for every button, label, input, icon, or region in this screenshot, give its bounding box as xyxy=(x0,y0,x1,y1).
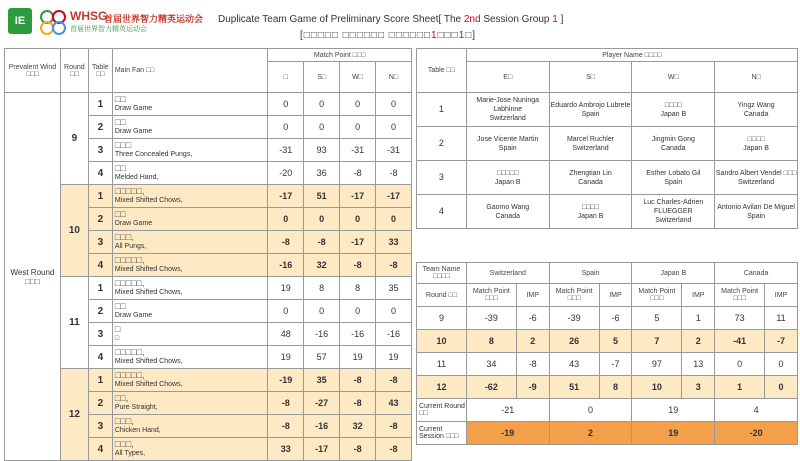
match-point-value: 1 xyxy=(715,376,765,399)
player-cell xyxy=(466,161,549,195)
player-name-table xyxy=(416,48,798,229)
match-point-value: -39 xyxy=(549,307,599,330)
main-fan xyxy=(112,231,268,254)
score-s: -17 xyxy=(304,438,340,461)
current-round-value: -21 xyxy=(466,399,549,422)
table-row xyxy=(5,185,412,208)
fan-zh: □□ xyxy=(114,209,126,219)
score-e: -19 xyxy=(268,369,304,392)
round-number: 10 xyxy=(60,185,88,277)
main-fan-header: Main Fan □□ xyxy=(112,49,268,93)
player-cell xyxy=(715,93,798,127)
match-point-value: -39 xyxy=(466,307,516,330)
imp-value: 13 xyxy=(682,353,715,376)
current-session-row xyxy=(417,422,798,445)
player-name: Marie-Jose Nuninga Labhinne xyxy=(476,97,540,113)
score-w: -31 xyxy=(340,139,376,162)
player-name: Sandro Albert Vendel □□□ xyxy=(715,169,797,177)
fan-zh: □□□, xyxy=(114,439,134,449)
main-fan xyxy=(112,254,268,277)
player-cell xyxy=(632,195,715,229)
fan-en: Draw Game xyxy=(114,312,153,319)
fan-en: Mixed Shifted Chows, xyxy=(114,197,183,204)
score-e: -20 xyxy=(268,162,304,185)
score-e: 0 xyxy=(268,208,304,231)
player-cell xyxy=(549,161,632,195)
match-point-value: 8 xyxy=(466,330,516,353)
player-country: Spain xyxy=(498,144,517,152)
fan-zh: □□ xyxy=(114,163,126,173)
score-w: 0 xyxy=(340,300,376,323)
fan-en: Mixed Shifted Chows, xyxy=(114,266,183,273)
match-point-value: 51 xyxy=(549,376,599,399)
score-s: 0 xyxy=(304,116,340,139)
imp-value: -6 xyxy=(599,307,632,330)
score-s: 32 xyxy=(304,254,340,277)
fan-en: Chicken Hand, xyxy=(114,427,161,434)
score-e: 33 xyxy=(268,438,304,461)
score-e: 48 xyxy=(268,323,304,346)
player-cell xyxy=(549,93,632,127)
fan-zh: □□□ xyxy=(114,140,132,150)
match-point-value: 5 xyxy=(632,307,682,330)
match-point-value: 26 xyxy=(549,330,599,353)
current-round-row xyxy=(417,399,798,422)
score-e: -8 xyxy=(268,231,304,254)
match-point-value: -62 xyxy=(466,376,516,399)
score-n: -8 xyxy=(376,162,412,185)
score-w: 19 xyxy=(340,346,376,369)
score-w: -8 xyxy=(340,254,376,277)
score-w: -16 xyxy=(340,323,376,346)
imp-col: IMP xyxy=(516,284,549,307)
player-name-header: Player Name □□□□ xyxy=(466,49,797,62)
fan-en: Three Concealed Pungs, xyxy=(114,151,193,158)
fan-zh: □□□, xyxy=(114,416,134,426)
table-number: 3 xyxy=(88,139,112,162)
score-e: 19 xyxy=(268,346,304,369)
table-number: 4 xyxy=(88,438,112,461)
score-n: 33 xyxy=(376,231,412,254)
match-point-col: Match Point □□□ xyxy=(549,284,599,307)
fan-zh: □□□□□, xyxy=(114,370,145,380)
col-east: E□ xyxy=(466,62,549,93)
table-number: 2 xyxy=(88,392,112,415)
player-country: Japan B xyxy=(660,110,687,118)
table-number: 3 xyxy=(88,415,112,438)
players-table-header: Table □□ xyxy=(417,49,467,93)
table-number: 3 xyxy=(417,161,467,195)
player-name: □□□□ xyxy=(664,101,682,109)
player-name: Esther Lobato Gil xyxy=(646,169,701,177)
table-row xyxy=(417,376,798,399)
match-point-value: 10 xyxy=(632,376,682,399)
player-country: Spain xyxy=(664,178,683,186)
imp-col: IMP xyxy=(599,284,632,307)
main-fan xyxy=(112,162,268,185)
main-fan xyxy=(112,346,268,369)
score-n: 0 xyxy=(376,300,412,323)
fan-zh: □ xyxy=(114,324,121,334)
player-cell xyxy=(632,127,715,161)
score-e: -8 xyxy=(268,415,304,438)
player-country: Switzerland xyxy=(572,144,609,152)
fan-en: All Pungs, xyxy=(114,243,147,250)
fan-en: Melded Hand, xyxy=(114,174,159,181)
match-point-value: 34 xyxy=(466,353,516,376)
team-spain: Spain xyxy=(549,263,632,284)
table-number: 1 xyxy=(88,369,112,392)
imp-value: -9 xyxy=(516,376,549,399)
score-s: -8 xyxy=(304,231,340,254)
fan-zh: □□ xyxy=(114,301,126,311)
current-session-value: -20 xyxy=(715,422,798,445)
table-number: 4 xyxy=(88,254,112,277)
score-e: 0 xyxy=(268,93,304,116)
player-name: Luc Charles-Adrien FLUEGGER xyxy=(643,199,704,215)
score-n: -16 xyxy=(376,323,412,346)
player-country: Canada xyxy=(661,144,686,152)
table-row xyxy=(417,127,798,161)
col-north: N□ xyxy=(715,62,798,93)
match-point-col: Match Point □□□ xyxy=(715,284,765,307)
score-w: -8 xyxy=(340,438,376,461)
player-name: □□□□ xyxy=(582,203,599,211)
current-round-value: 0 xyxy=(549,399,632,422)
fan-en: □ xyxy=(114,335,120,342)
fan-en: All Types, xyxy=(114,450,146,457)
fan-en: Mixed Shifted Chows, xyxy=(114,358,183,365)
score-w: 8 xyxy=(340,277,376,300)
page-title: Duplicate Team Game of Preliminary Score Sheet[ The 2nd Session Group 1 ] xyxy=(218,14,564,25)
score-s: 8 xyxy=(304,277,340,300)
score-e: -17 xyxy=(268,185,304,208)
player-name: Gaomo Wang xyxy=(486,203,530,211)
imp-value: 3 xyxy=(682,376,715,399)
main-fan xyxy=(112,93,268,116)
table-number: 4 xyxy=(88,162,112,185)
col-south: S□ xyxy=(304,62,340,93)
player-name: Yingz Wang xyxy=(737,101,775,109)
player-name: Jose Vicente Martin xyxy=(477,135,539,143)
score-e: 0 xyxy=(268,116,304,139)
imp-value: 0 xyxy=(765,353,798,376)
fan-en: Draw Game xyxy=(114,105,153,112)
table-number: 4 xyxy=(88,346,112,369)
imp-value: 5 xyxy=(599,330,632,353)
imp-value: 8 xyxy=(599,376,632,399)
score-w: -8 xyxy=(340,392,376,415)
score-n: -8 xyxy=(376,369,412,392)
page-subtitle: [□□□□□ □□□□□□ □□□□□□1□□□1□] xyxy=(300,30,477,41)
main-fan xyxy=(112,392,268,415)
imp-value: 1 xyxy=(682,307,715,330)
table-number: 2 xyxy=(88,116,112,139)
player-cell xyxy=(715,195,798,229)
team-score-table xyxy=(416,262,798,445)
round-number: 12 xyxy=(60,369,88,461)
player-country: Canada xyxy=(743,110,769,118)
table-number: 1 xyxy=(88,185,112,208)
table-header: Table □□ xyxy=(88,49,112,93)
score-s: -16 xyxy=(304,323,340,346)
col-west: W□ xyxy=(340,62,376,93)
table-number: 2 xyxy=(88,300,112,323)
score-n: 43 xyxy=(376,392,412,415)
score-e: -16 xyxy=(268,254,304,277)
fan-en: Mixed Shifted Chows, xyxy=(114,289,183,296)
score-w: 0 xyxy=(340,93,376,116)
col-north: N□ xyxy=(376,62,412,93)
current-session-value: 19 xyxy=(632,422,715,445)
player-cell xyxy=(549,127,632,161)
score-n: -8 xyxy=(376,438,412,461)
score-s: 51 xyxy=(304,185,340,208)
score-s: 0 xyxy=(304,300,340,323)
imp-value: 11 xyxy=(765,307,798,330)
logo-text: WHSG xyxy=(70,9,108,23)
fan-zh: □□, xyxy=(114,393,129,403)
score-w: -8 xyxy=(340,369,376,392)
score-s: 93 xyxy=(304,139,340,162)
table-row xyxy=(417,330,798,353)
score-e: 0 xyxy=(268,300,304,323)
match-point-value: 73 xyxy=(715,307,765,330)
match-point-header: Match Point □□□ xyxy=(268,49,412,62)
main-fan xyxy=(112,208,268,231)
fan-zh: □□□, xyxy=(114,232,134,242)
prevalent-wind-header: Prevalent Wind □□□ xyxy=(5,49,61,93)
player-cell xyxy=(466,195,549,229)
current-round-value: 4 xyxy=(715,399,798,422)
score-n: 0 xyxy=(376,116,412,139)
table-row xyxy=(417,353,798,376)
round-number: 11 xyxy=(60,277,88,369)
score-s: 57 xyxy=(304,346,340,369)
score-e: -31 xyxy=(268,139,304,162)
player-country: Canada xyxy=(495,212,520,220)
main-fan xyxy=(112,323,268,346)
team-japan-b: Japan B xyxy=(632,263,715,284)
current-round-value: 19 xyxy=(632,399,715,422)
round-number: 9 xyxy=(60,93,88,185)
score-s: -16 xyxy=(304,415,340,438)
main-fan xyxy=(112,369,268,392)
player-country: Japan B xyxy=(494,178,521,186)
score-s: 0 xyxy=(304,208,340,231)
score-n: -8 xyxy=(376,415,412,438)
current-session-label: Current Session □□□ xyxy=(417,422,467,445)
current-session-value: 2 xyxy=(549,422,632,445)
player-country: Japan B xyxy=(743,144,769,152)
score-w: -17 xyxy=(340,185,376,208)
main-fan xyxy=(112,277,268,300)
table-number: 2 xyxy=(88,208,112,231)
imp-value: -7 xyxy=(765,330,798,353)
table-number: 2 xyxy=(417,127,467,161)
player-country: Japan B xyxy=(577,212,604,220)
fan-en: Pure Straight, xyxy=(114,404,158,411)
team-switzerland: Switzerland xyxy=(466,263,549,284)
team-round-number: 11 xyxy=(417,353,467,376)
player-country: Switzerland xyxy=(738,178,775,186)
imp-value: -7 xyxy=(599,353,632,376)
match-point-value: 0 xyxy=(715,353,765,376)
match-point-value: 97 xyxy=(632,353,682,376)
player-name: □□□□□ xyxy=(497,169,519,177)
main-fan xyxy=(112,116,268,139)
imp-col: IMP xyxy=(682,284,715,307)
fan-zh: □□ xyxy=(114,117,126,127)
table-row xyxy=(417,307,798,330)
player-name: Antonio Avilan De Miguel xyxy=(717,203,795,211)
col-west: W□ xyxy=(632,62,715,93)
main-fan xyxy=(112,139,268,162)
imp-value: 2 xyxy=(682,330,715,353)
score-n: 0 xyxy=(376,208,412,231)
player-country: Canada xyxy=(578,178,603,186)
player-name: Marcel Ruchler xyxy=(566,135,615,143)
player-country: Spain xyxy=(581,110,600,118)
table-number: 3 xyxy=(88,231,112,254)
score-s: 36 xyxy=(304,162,340,185)
match-point-col: Match Point □□□ xyxy=(632,284,682,307)
organization-name: 首届世界智力精英运动会 xyxy=(104,14,204,24)
score-n: -17 xyxy=(376,185,412,208)
fan-en: Draw Game xyxy=(114,220,153,227)
current-round-label: Current Round □□ xyxy=(417,399,467,422)
player-name: Zhengtian Lin xyxy=(569,169,612,177)
player-cell xyxy=(715,161,798,195)
prevalent-wind: West Round □□□ xyxy=(5,93,61,461)
table-row xyxy=(417,161,798,195)
table-number: 4 xyxy=(417,195,467,229)
score-w: -17 xyxy=(340,231,376,254)
main-fan xyxy=(112,185,268,208)
player-country: Switzerland xyxy=(655,217,692,224)
fan-en: Draw Game xyxy=(114,128,153,135)
imp-col: IMP xyxy=(765,284,798,307)
score-s: 35 xyxy=(304,369,340,392)
team-name-header: Team Name □□□□ xyxy=(417,263,467,284)
team-canada: Canada xyxy=(715,263,798,284)
player-cell xyxy=(715,127,798,161)
score-n: 19 xyxy=(376,346,412,369)
team-round-number: 10 xyxy=(417,330,467,353)
col-south: S□ xyxy=(549,62,632,93)
fan-zh: □□□□□, xyxy=(114,278,145,288)
fan-zh: □□□□□, xyxy=(114,186,145,196)
table-number: 1 xyxy=(417,93,467,127)
main-fan xyxy=(112,415,268,438)
match-point-col: Match Point □□□ xyxy=(466,284,516,307)
score-e: 19 xyxy=(268,277,304,300)
table-number: 1 xyxy=(88,93,112,116)
round-header: Round □□ xyxy=(60,49,88,93)
imp-value: -6 xyxy=(516,307,549,330)
main-fan xyxy=(112,300,268,323)
score-w: 0 xyxy=(340,116,376,139)
table-number: 3 xyxy=(88,323,112,346)
team-round-header: Round □□ xyxy=(417,284,467,307)
fan-en: Mixed Shifted Chows, xyxy=(114,381,183,388)
sheet-header xyxy=(0,0,800,46)
table-row xyxy=(5,369,412,392)
player-cell xyxy=(632,93,715,127)
player-name: Eduardo Ambrojo Lubrete xyxy=(550,101,631,109)
player-cell xyxy=(466,127,549,161)
score-n: -8 xyxy=(376,254,412,277)
match-point-value: 7 xyxy=(632,330,682,353)
score-e: -8 xyxy=(268,392,304,415)
player-cell xyxy=(549,195,632,229)
fan-zh: □□□□□, xyxy=(114,347,145,357)
col-east: □ xyxy=(268,62,304,93)
table-number: 1 xyxy=(88,277,112,300)
score-s: 0 xyxy=(304,93,340,116)
score-w: 32 xyxy=(340,415,376,438)
team-round-number: 12 xyxy=(417,376,467,399)
score-w: 0 xyxy=(340,208,376,231)
player-country: Switzerland xyxy=(489,115,526,122)
player-name: □□□□ xyxy=(747,135,765,143)
fan-zh: □□□□□, xyxy=(114,255,145,265)
main-fan xyxy=(112,438,268,461)
current-session-value: -19 xyxy=(466,422,549,445)
imp-value: 2 xyxy=(516,330,549,353)
player-country: Spain xyxy=(747,212,766,220)
player-cell xyxy=(632,161,715,195)
player-name: Jingmin Gong xyxy=(651,135,695,143)
score-n: 0 xyxy=(376,93,412,116)
score-n: 35 xyxy=(376,277,412,300)
player-cell xyxy=(466,93,549,127)
team-round-number: 9 xyxy=(417,307,467,330)
table-row xyxy=(5,93,412,116)
match-point-value: -41 xyxy=(715,330,765,353)
table-row xyxy=(417,195,798,229)
fan-zh: □□ xyxy=(114,94,126,104)
imp-value: 0 xyxy=(765,376,798,399)
score-s: -27 xyxy=(304,392,340,415)
table-row xyxy=(5,277,412,300)
event-logo-badge: IE xyxy=(8,8,32,34)
imp-value: -8 xyxy=(516,353,549,376)
round-score-table xyxy=(4,48,412,461)
score-n: -31 xyxy=(376,139,412,162)
rings-logo-icon xyxy=(38,7,68,37)
table-row xyxy=(417,93,798,127)
logo-subtext: 首届世界智力精英运动会 xyxy=(70,26,147,33)
match-point-value: 43 xyxy=(549,353,599,376)
score-w: -8 xyxy=(340,162,376,185)
